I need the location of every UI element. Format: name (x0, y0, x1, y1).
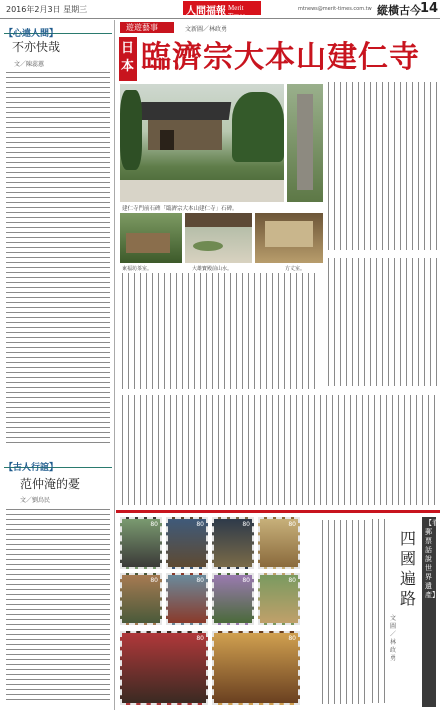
stamp-7: 80 (212, 573, 254, 625)
column-tag-text: 【看郵票話說世界遺產】 (425, 519, 439, 599)
stamp-2: 80 (166, 517, 208, 569)
header-date: 2016年2月3日 星期三 (6, 5, 88, 14)
section-divider (116, 510, 440, 513)
brand-name-en: Merit Times (228, 4, 246, 20)
article-body (370, 519, 388, 705)
main-caption: 建仁寺門前石碑「臨濟宗大本山建仁寺」石碑。 (122, 206, 238, 212)
feature-body-right (326, 82, 438, 252)
left-top-article (0, 20, 114, 452)
photo-garden (185, 213, 252, 263)
feature-title: 臨濟宗大本山建仁寺 (141, 40, 420, 75)
feature-kicker-text: 遊遊藝事 (126, 23, 158, 32)
feature-byline: 文新圖／林政勇 (185, 26, 228, 33)
article-byline: 文／劉鳥民 (20, 497, 51, 504)
brand-name: 人間福報 (186, 6, 226, 17)
left-bottom-article (0, 454, 114, 709)
monument-photo (287, 84, 323, 202)
column-tag-text: 【心遠人間】 (4, 29, 59, 39)
header-email: mtnews@merit-times.com.tw (298, 6, 372, 12)
feature-kicker (120, 22, 174, 33)
stamp-1: 80 (120, 517, 162, 569)
caption-3: 方丈室。 (285, 266, 306, 272)
caption-2: 大雄寶殿前山水。 (192, 266, 233, 272)
article-byline: 文／陳蕊蕙 (14, 61, 45, 68)
stamp-9: 80 (120, 631, 208, 705)
feature-body-bottom (120, 395, 438, 507)
stamp-3: 80 (212, 517, 254, 569)
stamp-10: 80 (212, 631, 300, 705)
feature-title-prefix (119, 37, 137, 81)
article-title: 四國遍路 (400, 529, 417, 608)
main-photo (120, 84, 284, 202)
caption-1: 東福坊茶室。 (122, 266, 153, 272)
photo-tea-room (120, 213, 182, 263)
brand-logo (183, 1, 261, 20)
article-title: 不亦快哉 (12, 40, 61, 54)
column-tag (4, 455, 112, 473)
stamp-sheet (118, 515, 318, 709)
stamp-8: 80 (258, 573, 300, 625)
article-byline: 文圖／林政勇 (390, 615, 397, 662)
title-prefix-text: 日本 (121, 41, 135, 74)
section-title: 縱橫古今 (377, 4, 421, 17)
column-tag-text: 【古人行誼】 (4, 463, 59, 473)
column-tag (422, 517, 439, 707)
article-body (6, 509, 110, 705)
article-body (6, 72, 110, 450)
page-header (0, 0, 440, 19)
world-heritage-sidebar (370, 515, 440, 709)
stamp-article-body (320, 520, 368, 706)
stamp-5: 80 (120, 573, 162, 625)
stamp-6: 80 (166, 573, 208, 625)
column-divider (114, 20, 115, 710)
feature-body-lower (120, 273, 438, 391)
article-title: 范仲淹的憂 (20, 477, 81, 491)
photo-abbot-room (255, 213, 323, 263)
page-number: 14 (420, 1, 439, 16)
stamp-4: 80 (258, 517, 300, 569)
column-tag (4, 21, 112, 39)
